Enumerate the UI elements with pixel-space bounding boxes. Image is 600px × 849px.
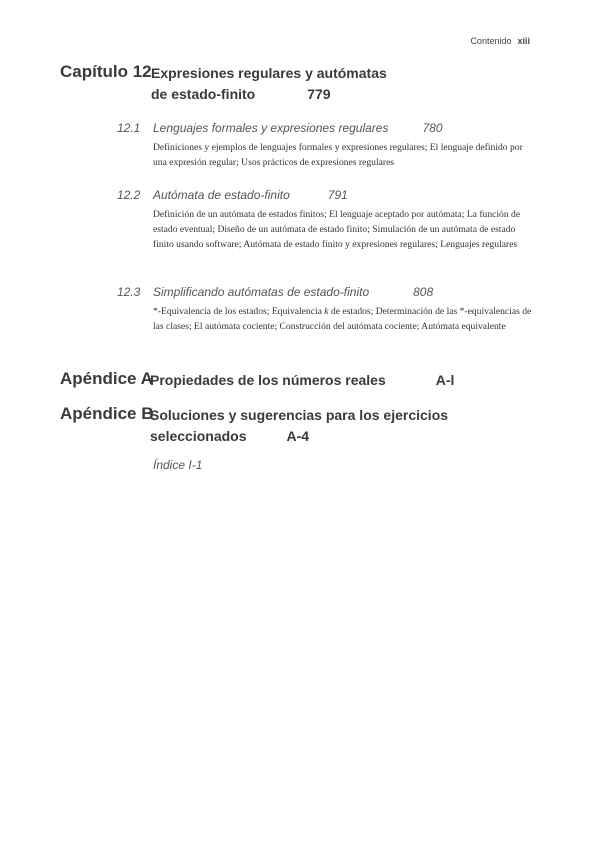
appendix-title-line1: Soluciones y sugerencias para los ejercicios — [150, 407, 449, 423]
section-number: 12.2 — [117, 188, 141, 202]
appendix-a-entry[interactable] — [60, 369, 540, 393]
section-description-part: *-Equivalencia de los estados; Equivalencia — [153, 306, 325, 317]
appendix-title — [150, 405, 448, 447]
section-12-3-entry[interactable] — [117, 285, 537, 334]
section-page-number: 808 — [413, 285, 434, 299]
appendix-label: Apéndice A — [60, 369, 153, 388]
section-title: Autómata de estado-finito — [153, 188, 290, 202]
section-description: Definición de un autómata de estados finitos; El lenguaje aceptado por autómata; La función de estado eventual; Diseño de un autómata de estado finito; Simulación de un autómata de estado finito usando software; Autómata de estado finito y expresiones regulares; Lenguajes regulares — [153, 209, 521, 250]
section-description: Definiciones y ejemplos de lenguajes formales y expresiones regulares; El lenguaje definido por una expresión regular; Usos prácticos de expresiones regulares — [153, 142, 523, 168]
chapter-title — [151, 63, 387, 105]
appendix-label: Apéndice B — [60, 404, 154, 423]
appendix-title — [150, 370, 454, 391]
section-heading — [117, 188, 537, 206]
section-number: 12.1 — [117, 121, 141, 135]
chapter-title-line1: Expresiones regulares y autómatas — [151, 65, 387, 81]
section-title: Lenguajes formales y expresiones regulares — [153, 121, 389, 135]
chapter-page-number: 779 — [307, 86, 331, 102]
running-head-label: Contenido — [470, 36, 512, 46]
section-heading — [117, 285, 537, 303]
section-title: Simplificando autómatas de estado-finito — [153, 285, 370, 299]
chapter-12-entry[interactable] — [60, 62, 540, 106]
section-description-part: de estados; Determinación de las *-equivalencias de las clases; El autómata cociente; Construcción del autómata cociente; Autómata equivalente — [153, 306, 532, 332]
section-12-1-entry[interactable] — [117, 121, 537, 170]
running-head — [470, 36, 530, 46]
chapter-title-line2-text: de estado-finito — [151, 86, 256, 102]
appendix-page-number: A-4 — [286, 428, 310, 444]
chapter-title-line2 — [151, 84, 387, 105]
index-page-number: I-1 — [188, 458, 203, 472]
section-number: 12.3 — [117, 285, 141, 299]
section-12-2-entry[interactable] — [117, 188, 537, 252]
running-head-page: xiii — [517, 36, 530, 46]
appendix-title-text: Propiedades de los números reales — [150, 372, 386, 388]
section-page-number: 780 — [422, 121, 443, 135]
chapter-label: Capítulo 12 — [60, 62, 152, 81]
appendix-page-number: A-l — [435, 372, 455, 388]
appendix-title-line2 — [150, 426, 448, 447]
appendix-title-line2-text: seleccionados — [150, 428, 247, 444]
section-page-number: 791 — [327, 188, 348, 202]
index-entry[interactable] — [153, 458, 202, 472]
section-description-italic-k: k — [324, 306, 329, 317]
section-description — [153, 304, 533, 334]
appendix-b-entry[interactable] — [60, 404, 540, 448]
index-label: Índice — [153, 458, 186, 472]
section-heading — [117, 121, 537, 139]
